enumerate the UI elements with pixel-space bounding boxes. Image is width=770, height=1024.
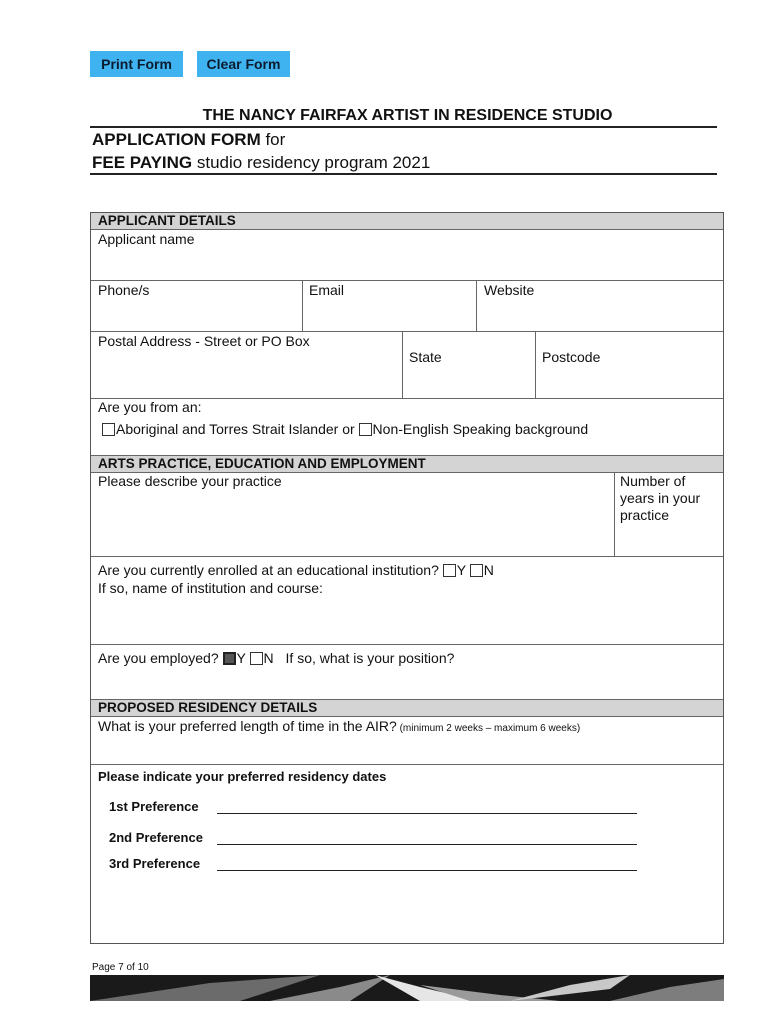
divider: [91, 556, 723, 557]
divider: [535, 331, 536, 398]
clear-form-button[interactable]: Clear Form: [197, 51, 290, 77]
state-label: State: [409, 349, 442, 365]
section-heading-applicant: APPLICANT DETAILS: [91, 213, 723, 229]
form-subtitle-1: APPLICATION FORM for: [92, 130, 286, 149]
divider: [614, 472, 615, 556]
page-number: Page 7 of 10: [92, 962, 149, 973]
enrolled-no-checkbox[interactable]: [470, 564, 483, 577]
decorative-banner: [90, 975, 724, 1001]
employed-question: Are you employed? Y N If so, what is your position?: [98, 650, 455, 666]
divider: [91, 280, 723, 281]
first-preference-label: 1st Preference: [109, 799, 199, 814]
background-options: Aboriginal and Torres Strait Islander or Non-English Speaking background: [102, 421, 588, 438]
page-title: THE NANCY FAIRFAX ARTIST IN RESIDENCE STUDIO: [202, 107, 613, 124]
nesb-checkbox[interactable]: [359, 423, 372, 436]
employed-no-checkbox[interactable]: [250, 652, 263, 665]
print-form-button[interactable]: Print Form: [90, 51, 183, 77]
length-question: What is your preferred length of time in the AIR? (minimum 2 weeks – maximum 6 weeks): [98, 718, 581, 734]
divider: [402, 331, 403, 398]
second-preference-label: 2nd Preference: [109, 830, 203, 845]
divider: [91, 644, 723, 645]
divider: [91, 331, 723, 332]
first-preference-input[interactable]: [217, 813, 637, 814]
email-label: Email: [309, 282, 345, 298]
divider: [302, 280, 303, 331]
postcode-label: Postcode: [542, 349, 601, 365]
section-heading-residency: PROPOSED RESIDENCY DETAILS: [91, 700, 723, 716]
website-label: Website: [484, 282, 535, 298]
employed-yes-checkbox[interactable]: [223, 652, 236, 665]
second-preference-input[interactable]: [217, 844, 637, 845]
third-preference-input[interactable]: [217, 870, 637, 871]
third-preference-label: 3rd Preference: [109, 856, 201, 871]
form-subtitle-2: FEE PAYING studio residency program 2021: [92, 153, 431, 172]
residency-dates-label: Please indicate your preferred residency dates: [98, 769, 387, 784]
divider: [91, 229, 723, 230]
section-heading-arts: ARTS PRACTICE, EDUCATION AND EMPLOYMENT: [91, 456, 723, 472]
years-practice-label: Number of years in your practice: [620, 473, 701, 523]
institution-label: If so, name of institution and course:: [98, 580, 323, 596]
phone-label: Phone/s: [98, 282, 150, 298]
enrolled-yes-checkbox[interactable]: [443, 564, 456, 577]
application-form: [90, 212, 724, 944]
background-question: Are you from an:: [98, 399, 202, 415]
divider: [476, 280, 477, 331]
postal-address-label: Postal Address - Street or PO Box: [98, 333, 310, 349]
divider: [90, 173, 717, 175]
applicant-name-label: Applicant name: [98, 231, 195, 247]
divider: [91, 764, 723, 765]
describe-practice-label: Please describe your practice: [98, 473, 282, 489]
divider: [90, 126, 717, 128]
divider: [91, 716, 723, 717]
atsi-checkbox[interactable]: [102, 423, 115, 436]
enrolled-question: Are you currently enrolled at an educational institution? Y N: [98, 562, 494, 578]
